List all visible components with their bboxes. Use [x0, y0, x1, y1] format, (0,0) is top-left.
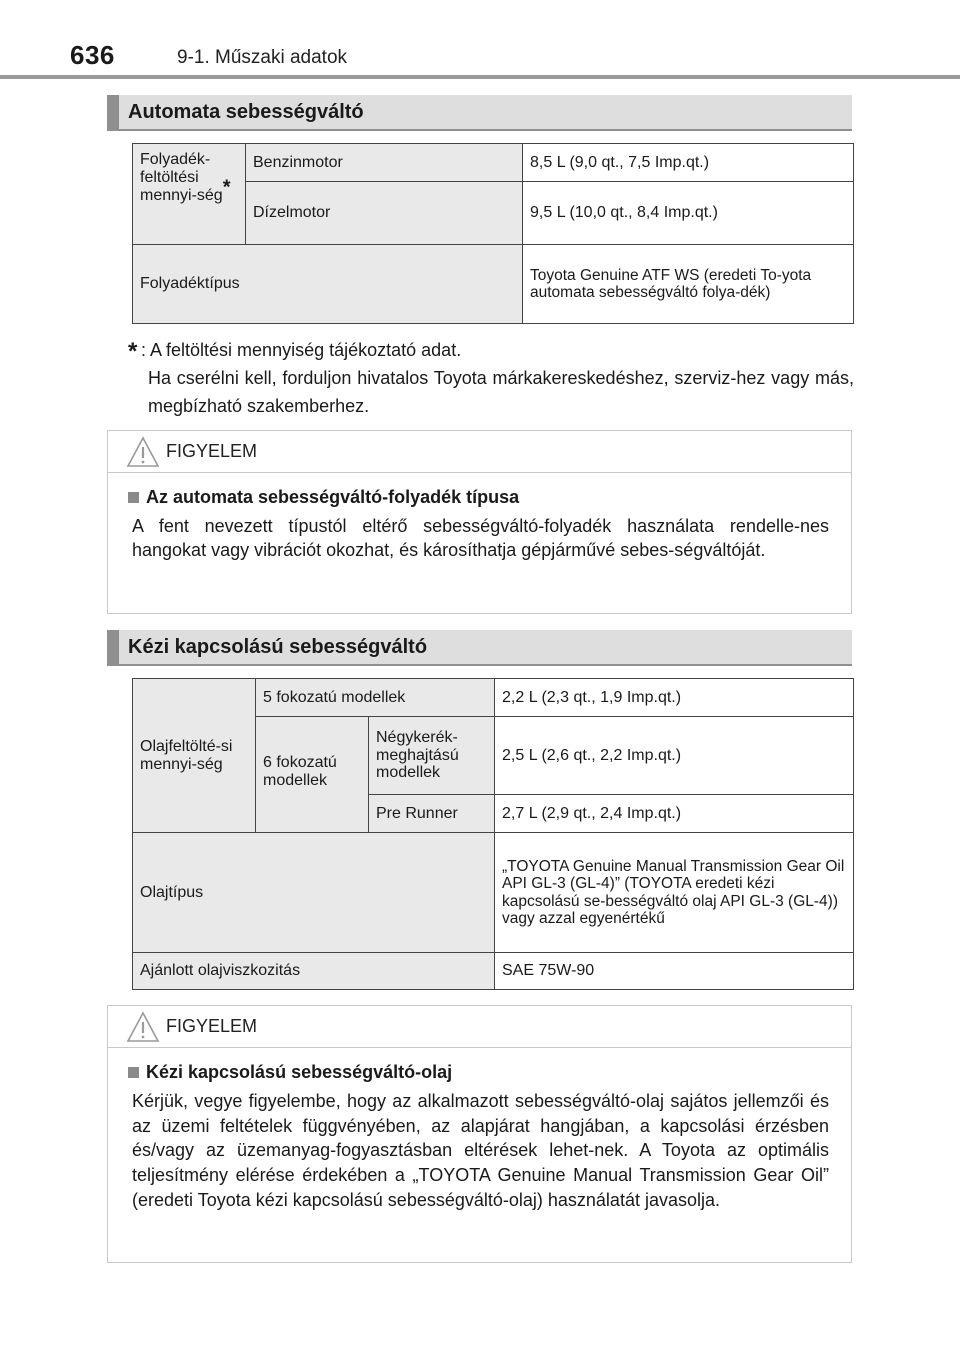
square-bullet-icon — [128, 1067, 139, 1078]
section-heading-text: Automata sebességváltó — [128, 101, 364, 123]
warning-subheading — [128, 1062, 829, 1083]
viscosity-value: SAE 75W-90 — [495, 953, 854, 990]
section-heading-bar — [107, 630, 119, 664]
five-speed-value: 2,2 L (2,3 qt., 1,9 Imp.qt.) — [495, 679, 854, 717]
warning-text: Kérjük, vegye figyelembe, hogy az alkalmazott sebességváltó-olaj sajátos jellemzői és az üzemi feltételek függvényében, az alapjárat hangjában, a kapcsolási érzésben és/vagy az üzemanyag-fogyasztásban eltérések lehet-nek. A Toyota az optimális teljesítmény elérése érdekében a „TOYOTA Genuine Manual Transmission Gear Oil” (eredeti Toyota kézi kapcsolású sebességváltó-olaj) használatát javasolja. — [132, 1091, 829, 1210]
warning-triangle-icon — [126, 436, 160, 468]
warning-body — [108, 1048, 851, 1228]
fluid-type-value: Toyota Genuine ATF WS (eredeti To-yota automata sebességváltó folya-dék) — [523, 245, 854, 324]
footnote-asterisk: * — [128, 338, 138, 365]
fluid-capacity-label: Folyadék-feltöltési mennyi-ség — [140, 151, 223, 204]
warning-box-atf — [107, 430, 852, 614]
oil-type-label: Olajtípus — [133, 833, 495, 953]
warning-subheading-text: Az automata sebességváltó-folyadék típusa — [146, 487, 520, 507]
viscosity-label: Ajánlott olajviszkozitás — [133, 953, 495, 990]
warning-title: FIGYELEM — [166, 441, 258, 461]
oil-capacity-label: Olajfeltölté-si mennyi-ség — [133, 679, 256, 833]
fluid-capacity-label-cell — [133, 144, 246, 245]
section-heading-text: Kézi kapcsolású sebességváltó — [128, 636, 428, 658]
warning-subheading-text: Kézi kapcsolású sebességváltó-olaj — [146, 1062, 453, 1082]
warning-box-gear-oil — [107, 1005, 852, 1263]
manual-transmission-table — [132, 678, 854, 990]
four-wheel-drive-value: 2,5 L (2,6 qt., 2,2 Imp.qt.) — [495, 717, 854, 795]
warning-triangle-icon — [126, 1011, 160, 1043]
capacity-footnote — [128, 337, 854, 421]
automatic-transmission-table — [132, 143, 854, 324]
warning-subheading — [128, 487, 829, 508]
pre-runner-value: 2,7 L (2,9 qt., 2,4 Imp.qt.) — [495, 795, 854, 833]
footnote-line1: : A feltöltési mennyiség tájékoztató adat. — [141, 340, 462, 360]
header-divider — [0, 75, 960, 79]
diesel-engine-label: Dízelmotor — [246, 182, 523, 245]
pre-runner-label: Pre Runner — [369, 795, 495, 833]
gasoline-engine-value: 8,5 L (9,0 qt., 7,5 Imp.qt.) — [523, 144, 854, 182]
gasoline-engine-label: Benzinmotor — [246, 144, 523, 182]
section-heading-bar — [107, 95, 119, 129]
footnote-rest: Ha cserélni kell, forduljon hivatalos Toyota márkakereskedéshez, szerviz-hez vagy más, megbízható szakemberhez. — [148, 367, 854, 416]
fluid-type-label: Folyadéktípus — [133, 245, 523, 324]
chapter-title: 9-1. Műszaki adatok — [177, 47, 348, 68]
four-wheel-drive-label: Négykerék-meghajtású modellek — [369, 717, 495, 795]
warning-header — [108, 431, 851, 473]
diesel-engine-value: 9,5 L (10,0 qt., 8,4 Imp.qt.) — [523, 182, 854, 245]
warning-header — [108, 1006, 851, 1048]
page-number: 636 — [70, 40, 115, 70]
six-speed-label: 6 fokozatú modellek — [256, 717, 369, 833]
square-bullet-icon — [128, 492, 139, 503]
warning-title: FIGYELEM — [166, 1016, 258, 1036]
section-heading-manual — [107, 630, 852, 666]
capacity-asterisk: * — [222, 176, 231, 199]
warning-body — [108, 473, 851, 579]
five-speed-label: 5 fokozatú modellek — [256, 679, 495, 717]
section-heading-automatic — [107, 95, 852, 131]
oil-type-value: „TOYOTA Genuine Manual Transmission Gear Oil API GL-3 (GL-4)” (TOYOTA eredeti kézi kapcsolású se-bességváltó olaj API GL-3 (GL-4)) vagy azzal egyenértékű — [495, 833, 854, 953]
warning-text: A fent nevezett típustól eltérő sebességváltó-folyadék használata rendelle-nes hangokat vagy vibrációt okozhat, és károsíthatja gépjárművé sebes-ségváltóját. — [132, 516, 829, 561]
